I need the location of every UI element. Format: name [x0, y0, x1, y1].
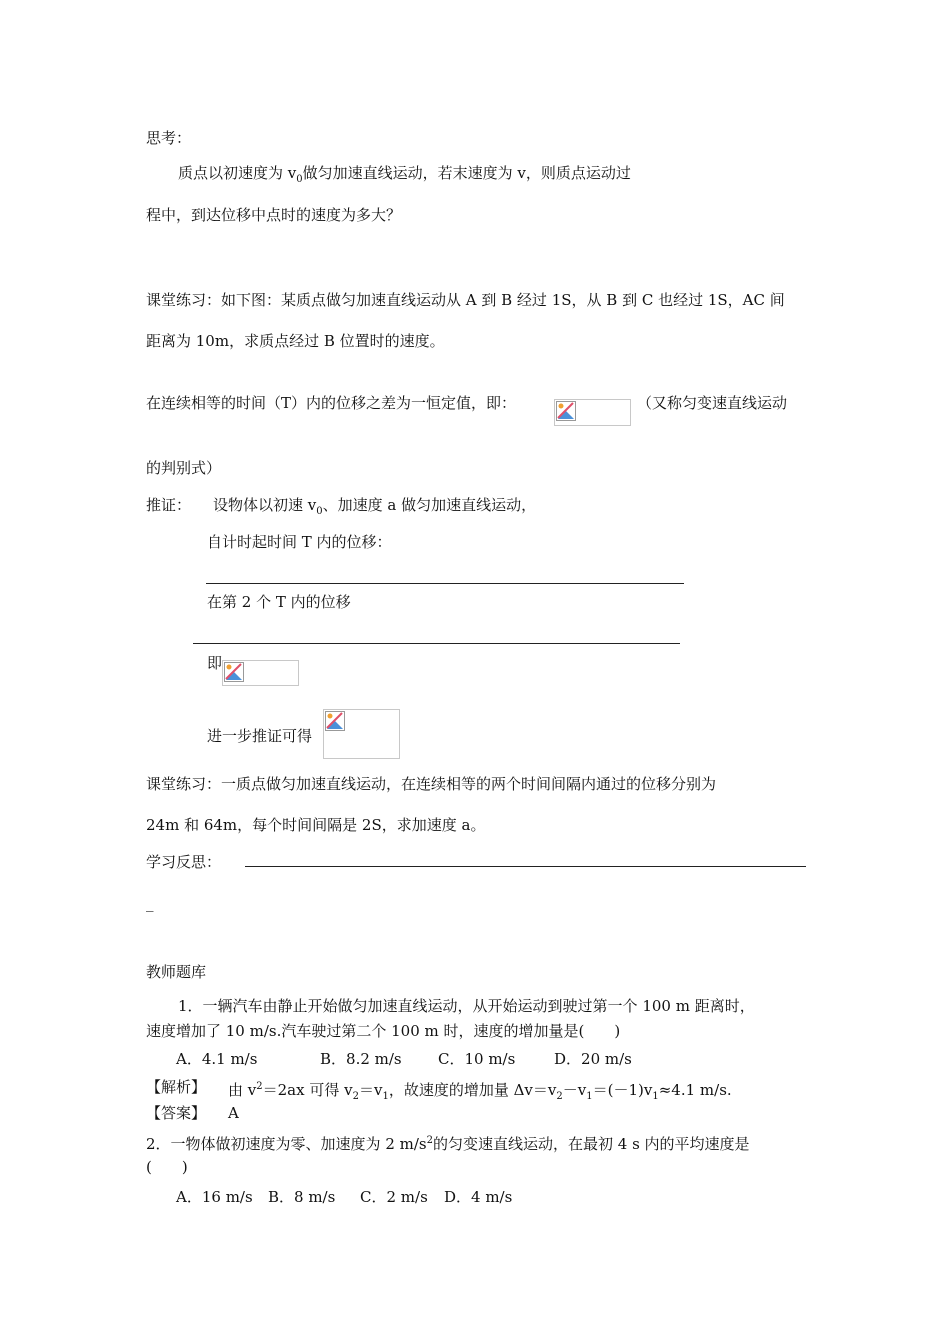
formula-image-placeholder	[554, 399, 631, 426]
blank-line	[206, 583, 684, 584]
q1-answer-label: 【答案】	[146, 1104, 207, 1122]
q1-option-b: B．8.2 m/s	[320, 1050, 402, 1068]
q1-option-d: D．20 m/s	[554, 1050, 632, 1068]
question-2-line: ( )	[146, 1158, 188, 1176]
rule-text: 在连续相等的时间（T）内的位移之差为一恒定值，即：	[146, 394, 517, 412]
q2-option-a: A．16 m/s	[176, 1188, 253, 1206]
reflection-label: 学习反思：	[146, 853, 222, 871]
rule-text-suffix: （又称匀变速直线运动	[637, 394, 788, 412]
teacher-bank-title: 教师题库	[146, 963, 207, 981]
proof-line: 在第 2 个 T 内的位移	[207, 593, 351, 611]
q1-analysis: 由 $v^2=2ax$ 可得 $v_2=v_1$，故速度的增加量 $\Delta v=v_2-v_1=(-1)v_1\approx 4.1$ m/s.	[228, 1081, 732, 1102]
question-1-line: 1．一辆汽车由静止开始做匀加速直线运动，从开始运动到驶过第一个 100 m 距离时，	[178, 997, 755, 1015]
proof-line: 设物体以初速 $v_0$、加速度 a 做匀加速直线运动，	[213, 496, 537, 517]
proof-line: 进一步推证可得	[207, 727, 313, 745]
broken-image-icon	[224, 662, 244, 682]
q2-option-d: D．4 m/s	[444, 1188, 513, 1206]
rule-text-cont: 的判别式）	[146, 459, 222, 477]
q2-option-b: B．8 m/s	[268, 1188, 336, 1206]
exercise-line: 课堂练习：一质点做匀加速直线运动，在连续相等的两个时间间隔内通过的位移分别为	[146, 775, 717, 793]
broken-image-icon	[556, 401, 576, 421]
proof-line: 自计时起时间 T 内的位移：	[207, 533, 392, 551]
exercise-line: 24m 和 64m，每个时间间隔是 2S，求加速度 a。	[146, 816, 486, 834]
reflection-tail: _	[146, 894, 154, 912]
formula-image-placeholder	[222, 660, 299, 686]
q1-analysis-label: 【解析】	[146, 1078, 207, 1096]
q1-answer: A	[228, 1104, 239, 1122]
formula-image-placeholder	[323, 709, 400, 759]
reflection-blank-line	[245, 866, 806, 867]
q2-option-c: C．2 m/s	[360, 1188, 428, 1206]
question-2-line: 2．一物体做初速度为零、加速度为 2 $m/s^2$的匀变速直线运动，在最初 4 s 内的平均速度是	[146, 1135, 750, 1153]
broken-image-icon	[325, 711, 345, 731]
q1-option-a: A．4.1 m/s	[176, 1050, 258, 1068]
exercise-line: 课堂练习：如下图：某质点做匀加速直线运动从 A 到 B 经过 1S，从 B 到 C 也经过 1S，AC 间	[146, 291, 785, 309]
exercise-line: 距离为 10m，求质点经过 B 位置时的速度。	[146, 332, 445, 350]
section-heading-sikao: 思考：	[146, 129, 192, 147]
paragraph-line: 程中，到达位移中点时的速度为多大？	[146, 206, 402, 224]
blank-line	[193, 643, 680, 644]
proof-line: 即	[207, 654, 223, 672]
paragraph-line: 质点以初速度为 $v_0$做匀加速直线运动，若末速度为 v，则质点运动过	[178, 164, 631, 185]
question-1-line: 速度增加了 10 m/s.汽车驶过第二个 100 m 时，速度的增加量是( )	[146, 1022, 621, 1040]
q1-option-c: C．10 m/s	[438, 1050, 516, 1068]
proof-label: 推证：	[146, 496, 192, 514]
